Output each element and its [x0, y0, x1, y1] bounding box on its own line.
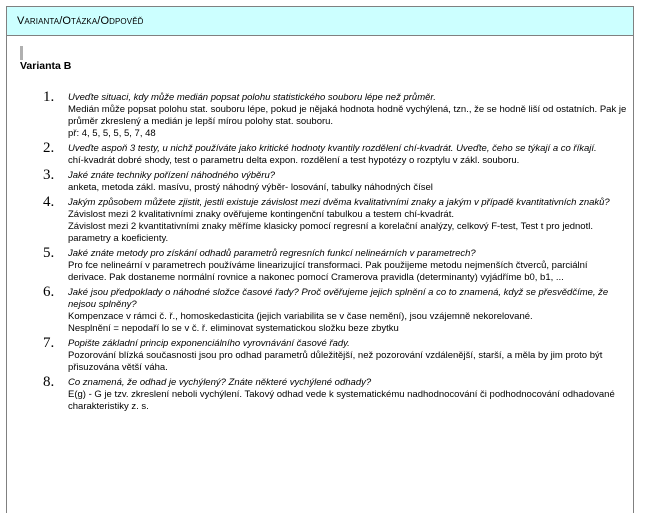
answer-line: E(g) - G je tzv. zkreslení neboli vychýlení. Takový odhad vede k systematickému nadhodnocování či podhodnocování odhadované charakteristiky z. s.	[68, 389, 615, 412]
question-number: 7.	[43, 335, 55, 351]
answer-line: Závislost mezi 2 kvalitativními znaky ověřujeme kontingenční tabulkou a testem chí-kvadrát.	[68, 209, 454, 220]
question-item	[38, 245, 628, 284]
answer-line: Medián může popsat polohu stat. souboru lépe, pokud je nějaká hodnota hodně vychýlená, tzn., že se hodně liší od ostatních. Pak je průměr zkreslený a medián je lepší mírou polohy stat. souboru.	[68, 104, 627, 127]
question-number: 2.	[43, 140, 55, 156]
answer-line: př: 4, 5, 5, 5, 5, 7, 48	[68, 128, 156, 139]
header-bar	[6, 6, 634, 36]
answer-line: anketa, metoda zákl. masívu, prostý náhodný výběr- losování, tabulky náhodných čísel	[68, 182, 433, 193]
question-text: Uveďte situaci, kdy může medián popsat polohu statistického souboru lépe než průměr.	[68, 92, 436, 103]
question-text: Co znamená, že odhad je vychýlený? Znáte některé vychýlené odhady?	[68, 377, 372, 388]
scroll-edge	[633, 36, 634, 513]
question-item	[38, 374, 628, 413]
question-text: Jaké znáte metody pro získání odhadů parametrů regresních funkcí nelineárních v parametrech?	[68, 248, 476, 259]
answer-text	[68, 260, 628, 284]
question-number: 5.	[43, 245, 55, 261]
question-item	[38, 140, 628, 167]
answer-text	[68, 350, 628, 374]
answer-text	[68, 182, 628, 194]
question-number: 6.	[43, 284, 55, 300]
question-list	[38, 89, 628, 416]
variant-title: Varianta B	[20, 60, 72, 72]
question-text: Jakým způsobem můžete zjistit, jestli existuje závislost mezi dvěma kvalitativními znaky a jakým v případě kvantitativních znaků?	[68, 197, 610, 208]
question-item	[38, 167, 628, 194]
question-number: 8.	[43, 374, 55, 390]
answer-line: chí-kvadrát dobré shody, test o parametru delta expon. rozdělení a test hypotézy o rozptylu v zákl. souboru.	[68, 155, 520, 166]
answer-text	[68, 389, 628, 413]
answer-text	[68, 104, 628, 140]
question-item	[38, 335, 628, 374]
answer-line: Kompenzace v rámci č. ř., homoskedasticita (jejich variabilita se v čase nemění), jsou vzájemně nekorelované.	[68, 311, 533, 322]
answer-text	[68, 209, 628, 245]
question-number: 4.	[43, 194, 55, 210]
answer-line: Pozorování blízká současnosti jsou pro odhad parametrů důležitější, než pozorování vzdálenější, starší, a měla by jim proto být přisuzována větší váha.	[68, 350, 603, 373]
question-item	[38, 284, 628, 335]
answer-line: Závislost mezi 2 kvantitativními znaky měříme klasicky pomocí regresní a korelační analýzy, celkový F-test, Test t pro jednotl. parametry a koeficienty.	[68, 221, 593, 244]
question-item	[38, 89, 628, 140]
answer-line: Pro fce nelineární v parametrech používáme linearizující transformaci. Pak použijeme metodu nejmenších čtverců, parciální derivace. Pak dostaneme normální rovnice a nakonec pomocí Cramerova pravidla (determinanty) vyjádříme b0, b1, ...	[68, 260, 588, 283]
question-text: Uveďte aspoň 3 testy, u nichž používáte jako kritické hodnoty kvantily rozdělení chí-kvadrát. Uveďte, čeho se týkají a co říkají.	[68, 143, 597, 154]
question-text: Jaké znáte techniky pořízení náhodného výběru?	[68, 170, 276, 181]
question-number: 3.	[43, 167, 55, 183]
question-text: Jaké jsou předpoklady o náhodné složce časové řady? Proč ověřujeme jejich splnění a co to znamená, když se přesvědčíme, že nejsou splněny?	[68, 287, 609, 310]
question-item	[38, 194, 628, 245]
question-number: 1.	[43, 89, 55, 105]
answer-line: Nesplnění = nepodaří lo se v č. ř. eliminovat systematickou složku beze zbytku	[68, 323, 399, 334]
header-title: Varianta/Otázka/Odpověď	[17, 15, 144, 27]
answer-text	[68, 155, 628, 167]
answer-text	[68, 311, 628, 335]
marker-bar	[20, 46, 23, 60]
question-text: Popište základní princip exponenciálního vyrovnávání časové řady.	[68, 338, 350, 349]
